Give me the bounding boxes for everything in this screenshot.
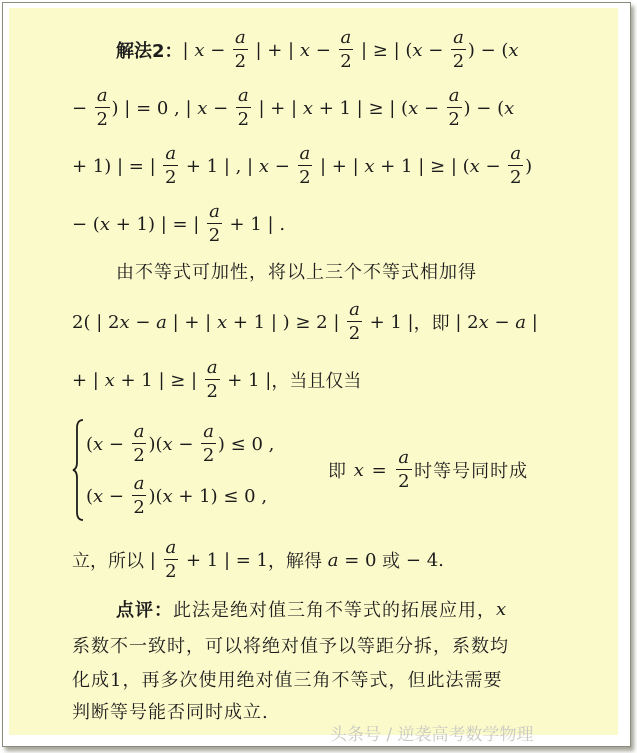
comment-label: 点评：: [116, 600, 173, 621]
comment-line-3: 化成1，再多次使用绝对值三角不等式，但此法需要: [72, 670, 503, 691]
fraction-a-over-2: $\frac{a}{2}$: [340, 27, 352, 72]
equality-condition: 即 x = $\frac{a}{2}$ 时等号同时成: [328, 447, 529, 492]
fraction-a-over-2: $\frac{a}{2}$: [348, 299, 361, 344]
fraction-a-over-2: $\frac{a}{2}$: [448, 85, 460, 130]
fraction-a-over-2: $\frac{a}{2}$: [208, 201, 221, 246]
inequality-1: (x − $\frac{a}{2}$ )(x − $\frac{a}{2}$ ) ≤ 0 ,: [86, 421, 275, 466]
fraction-a-over-2: $\frac{a}{2}$: [165, 143, 177, 188]
fraction-a-over-2: $\frac{a}{2}$: [96, 85, 108, 130]
solution-line-2: − $\frac{a}{2}$ ) | = 0 , | x − $\frac{a}{2}$ | + | x + 1 | ≥ | (x − $\frac{a}{2}$ ) − (x: [72, 85, 515, 130]
fraction-a-over-2: $\frac{a}{2}$: [452, 27, 465, 72]
comment-line-2: 系数不一致时，可以将绝对值予以等距分拆，系数均: [72, 636, 509, 657]
left-brace-icon: [72, 418, 86, 522]
solution-line-5: 由不等式可加性，将以上三个不等式相加得: [116, 262, 477, 283]
inequality-system: [72, 418, 587, 522]
solution-line-9: 立，所以 | $\frac{a}{2}$ + 1 | = 1 ，解得 a = 0 或 − 4.: [72, 537, 444, 582]
comment-line-4: 判断等号能否同时成立.: [72, 702, 269, 723]
solution-line-1: 解法2： | x − $\frac{a}{2}$ | + | x − $\frac{a}{2}$ | ≥ | (x − $\frac{a}{2}$ ) − (x: [116, 27, 519, 72]
fraction-a-over-2: $\frac{a}{2}$: [509, 143, 522, 188]
comment-line-1: 点评： 此法是绝对值三角不等式的拓展应用， x: [72, 590, 587, 628]
solution-line-3: + 1) | = | $\frac{a}{2}$ + 1 | , | x − $\frac{a}{2}$ | + | x + 1 | ≥ | (x − $\frac{a}{2}$ ): [72, 143, 533, 188]
solution-line-6: 2( | 2x − a | + | x + 1 | ) ≥ 2 | $\frac{a}{2}$ + 1 | ，即 | 2x − a |: [72, 299, 538, 344]
fraction-a-over-2: $\frac{a}{2}$: [234, 27, 247, 72]
method-label: 解法2：: [116, 41, 183, 62]
fraction-a-over-2: $\frac{a}{2}$: [206, 357, 218, 402]
fraction-a-over-2: $\frac{a}{2}$: [165, 537, 177, 582]
fraction-a-over-2: $\frac{a}{2}$: [299, 143, 311, 188]
inequality-2: (x − $\frac{a}{2}$ )(x + 1) ≤ 0 ,: [86, 473, 268, 518]
solution-line-7: + | x + 1 | ≥ | $\frac{a}{2}$ + 1 | ，当且仅当: [72, 357, 362, 402]
solution-line-4: − (x + 1) | = | $\frac{a}{2}$ + 1 | .: [72, 201, 286, 246]
source-watermark: 头条号 / 逆袭高考数学物理: [330, 724, 534, 745]
fraction-a-over-2: $\frac{a}{2}$: [237, 85, 250, 130]
